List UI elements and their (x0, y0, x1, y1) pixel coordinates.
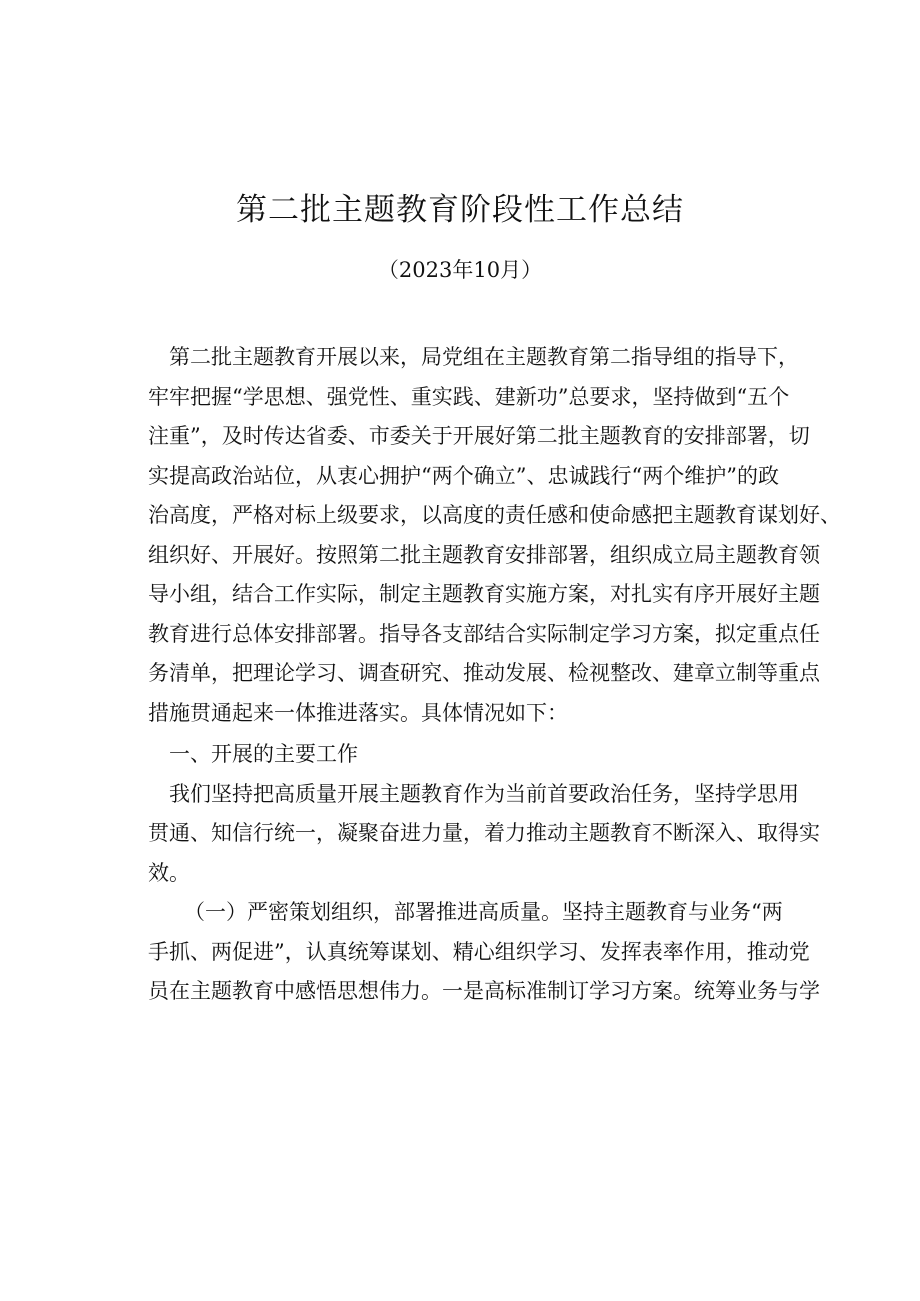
text-line: 务清单，把理论学习、调查研究、推动发展、检视整改、建章立制等重点 (148, 661, 820, 685)
text-line: 员在主题教育中感悟思想伟力。一是高标准制订学习方案。统筹业务与学 (148, 979, 820, 1003)
text-line: 实提高政治站位，从衷心拥护“两个确立”、忠诚践行“两个维护”的政 (148, 463, 779, 488)
document-date: （2023年10月） (377, 258, 543, 282)
text-line: 贯通、知信行统一，凝聚奋进力量，着力推动主题教育不断深入、取得实 (148, 821, 820, 845)
document-body (148, 338, 841, 1012)
paragraph-section-1-intro (148, 775, 820, 894)
text-line: 手抓、两促进”，认真统筹谋划、精心组织学习、发挥表率作用，推动党 (148, 939, 810, 964)
document-title: 第二批主题教育阶段性工作总结 (236, 192, 684, 228)
text-line: （一）严密策划组织，部署推进高质量。坚持主题教育与业务“两 (184, 900, 783, 924)
text-line: 注重”，及时传达省委、市委关于开展好第二批主题教育的安排部署，切 (148, 424, 810, 448)
text-line: 效。 (148, 860, 190, 885)
section-heading-1 (148, 735, 808, 775)
text-line: 导小组，结合工作实际，制定主题教育实施方案，对扎实有序开展好主题 (148, 582, 820, 606)
text-line: 组织好、开展好。按照第二批主题教育安排部署，组织成立局主题教育领 (148, 542, 820, 567)
paragraph-intro (148, 338, 841, 733)
section-heading-text: 一、开展的主要工作 (169, 742, 358, 766)
text-line: 我们坚持把高质量开展主题教育作为当前首要政治任务，坚持学思用 (169, 781, 799, 806)
paragraph-subsection-1 (148, 893, 820, 1012)
text-line: 措施贯通起来一体推进落实。具体情况如下： (148, 700, 568, 725)
text-line: 牢牢把握“学思想、强党性、重实践、建新功”总要求，坚持做到“五个 (148, 384, 790, 409)
text-line: 治高度，严格对标上级要求，以高度的责任感和使命感把主题教育谋划好、 (148, 503, 841, 527)
text-line: 第二批主题教育开展以来，局党组在主题教育第二指导组的指导下， (169, 345, 799, 369)
text-line: 教育进行总体安排部署。指导各支部结合实际制定学习方案，拟定重点任 (148, 621, 820, 646)
